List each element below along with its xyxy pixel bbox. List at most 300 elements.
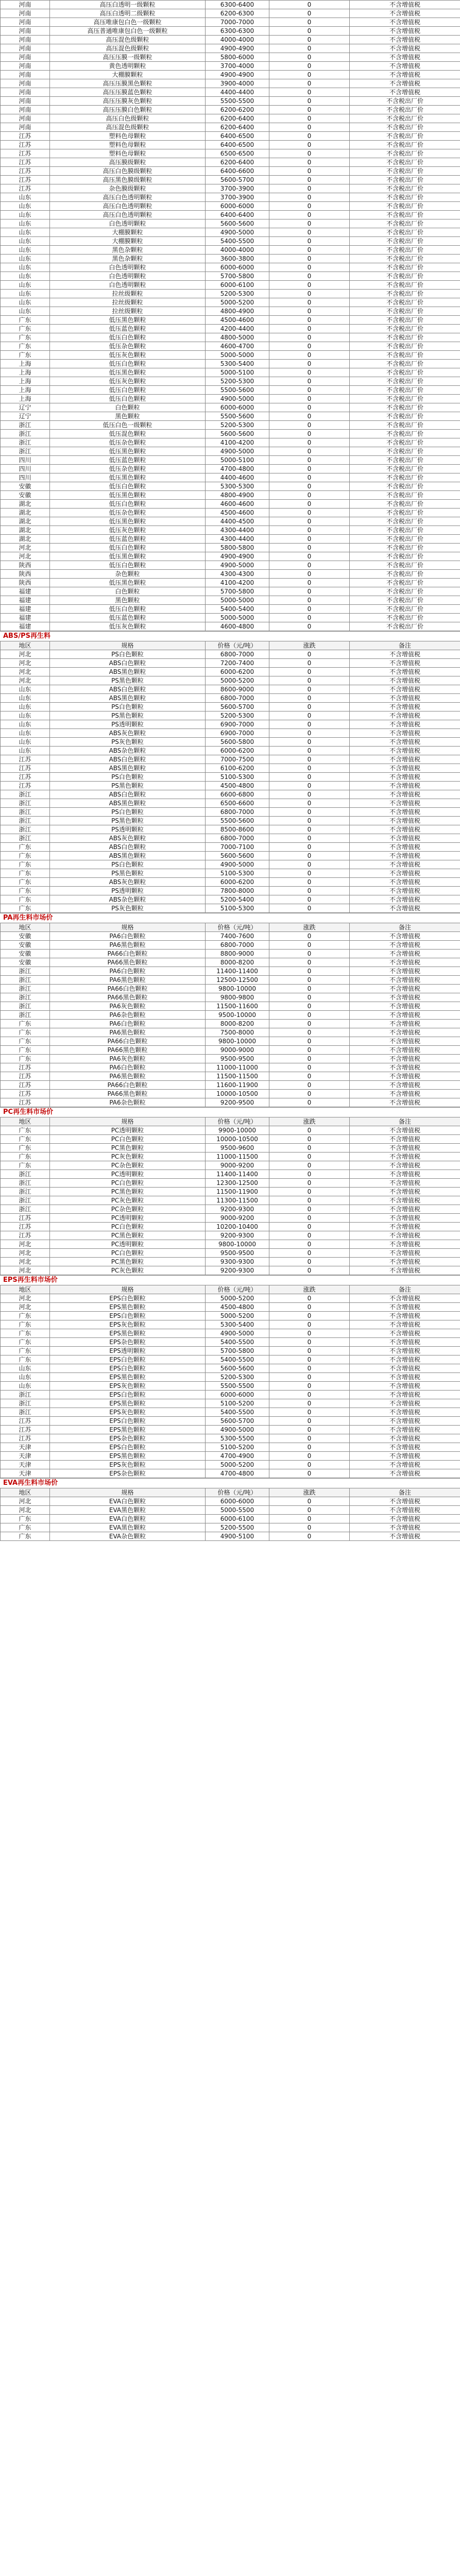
cell-price: 5600-5600 [206, 430, 269, 438]
table-row [1, 333, 460, 342]
cell-product: 黑色颗粒 [50, 412, 206, 421]
cell-change: 0 [269, 193, 350, 202]
cell-change: 0 [269, 360, 350, 368]
cell-change: 0 [269, 1011, 350, 1020]
cell-price: 5700-5800 [206, 587, 269, 596]
table-row [1, 272, 460, 281]
cell-note: 不含增值税 [350, 1258, 460, 1266]
cell-change: 0 [269, 622, 350, 631]
cell-note: 不含增值税 [350, 1443, 460, 1452]
table-row [1, 1532, 460, 1541]
cell-note: 不含税出厂价 [350, 421, 460, 430]
cell-region: 安徽 [1, 932, 50, 941]
section-title: ABS/PS再生料 [0, 631, 460, 641]
cell-region: 广东 [1, 895, 50, 904]
cell-product: EPS黑色颗粒 [50, 1399, 206, 1408]
cell-price: 5500-5500 [206, 1382, 269, 1391]
cell-change: 0 [269, 764, 350, 773]
cell-region: 广东 [1, 1355, 50, 1364]
cell-product: PC灰色颗粒 [50, 1196, 206, 1205]
cell-note: 不含增值税 [350, 1417, 460, 1426]
table-row [1, 579, 460, 587]
cell-note: 不含税出厂价 [350, 246, 460, 255]
cell-price: 9000-9000 [206, 1046, 269, 1055]
table-row [1, 1364, 460, 1373]
table-row [1, 368, 460, 377]
cell-region: 河北 [1, 668, 50, 676]
cell-note: 不含增值税 [350, 720, 460, 729]
cell-price: 9200-9500 [206, 1098, 269, 1107]
cell-change: 0 [269, 1497, 350, 1506]
cell-note: 不含税出厂价 [350, 158, 460, 167]
cell-region: 河南 [1, 18, 50, 27]
cell-product: EPS杂色颗粒 [50, 1469, 206, 1478]
cell-product: PA66白色颗粒 [50, 1037, 206, 1046]
cell-region: 江苏 [1, 1063, 50, 1072]
price-table [0, 641, 460, 913]
cell-note: 不含增值税 [350, 1046, 460, 1055]
cell-product: 拉丝级颗粒 [50, 290, 206, 298]
cell-product: 高压白色透明颗粒 [50, 202, 206, 211]
cell-change: 0 [269, 1399, 350, 1408]
cell-price: 10200-10400 [206, 1223, 269, 1231]
cell-product: PC黑色颗粒 [50, 1188, 206, 1196]
cell-change: 0 [269, 141, 350, 149]
cell-change: 0 [269, 747, 350, 755]
cell-region: 江苏 [1, 764, 50, 773]
cell-price: 6000-6000 [206, 1497, 269, 1506]
table-row [1, 843, 460, 852]
cell-note: 不含税出厂价 [350, 193, 460, 202]
cell-note: 不含税出厂价 [350, 290, 460, 298]
cell-note: 不含增值税 [350, 1312, 460, 1320]
cell-price: 4500-4600 [206, 509, 269, 517]
table-row [1, 932, 460, 941]
cell-price: 6800-7000 [206, 694, 269, 703]
cell-price: 4400-4400 [206, 88, 269, 97]
table-row [1, 141, 460, 149]
cell-region: 山东 [1, 272, 50, 281]
cell-change: 0 [269, 729, 350, 738]
cell-note: 不含税出厂价 [350, 526, 460, 535]
table-row [1, 473, 460, 482]
cell-price: 6000-6100 [206, 281, 269, 290]
cell-product: ABS白色颗粒 [50, 659, 206, 668]
cell-price: 4400-4500 [206, 517, 269, 526]
cell-product: PS黑色颗粒 [50, 782, 206, 790]
cell-note: 不含增值税 [350, 650, 460, 659]
table-row [1, 377, 460, 386]
table-row [1, 1231, 460, 1240]
cell-note: 不含增值税 [350, 1081, 460, 1090]
cell-product: PC黑色颗粒 [50, 1258, 206, 1266]
cell-price: 5100-5200 [206, 1399, 269, 1408]
cell-region: 江苏 [1, 773, 50, 782]
cell-change: 0 [269, 377, 350, 386]
table-row [1, 263, 460, 272]
cell-change: 0 [269, 456, 350, 465]
cell-region: 浙江 [1, 834, 50, 843]
cell-product: 高压白色膜级颗粒 [50, 167, 206, 176]
cell-region: 河北 [1, 552, 50, 561]
cell-region: 广东 [1, 887, 50, 895]
cell-product: 高压混色级颗粒 [50, 44, 206, 53]
cell-region: 山东 [1, 202, 50, 211]
cell-price: 5600-5600 [206, 852, 269, 860]
cell-change: 0 [269, 53, 350, 62]
cell-region: 山东 [1, 307, 50, 316]
cell-region: 河北 [1, 676, 50, 685]
cell-product: 低压白色颗粒 [50, 395, 206, 403]
price-section [0, 913, 460, 1107]
cell-change: 0 [269, 985, 350, 993]
table-row [1, 1506, 460, 1515]
cell-region: 四川 [1, 473, 50, 482]
cell-region: 安徽 [1, 958, 50, 967]
cell-change: 0 [269, 1046, 350, 1055]
cell-price: 6400-6400 [206, 211, 269, 219]
cell-change: 0 [269, 685, 350, 694]
cell-product: 大棚膜颗粒 [50, 228, 206, 237]
cell-region: 河南 [1, 114, 50, 123]
cell-price: 4900-5000 [206, 860, 269, 869]
cell-region: 陕西 [1, 579, 50, 587]
cell-price: 9200-9300 [206, 1205, 269, 1214]
cell-region: 安徽 [1, 950, 50, 958]
cell-product: 高压压膜白色颗粒 [50, 106, 206, 114]
cell-note: 不含税出厂价 [350, 438, 460, 447]
table-row [1, 27, 460, 36]
cell-note: 不含增值税 [350, 1523, 460, 1532]
cell-region: 河北 [1, 1497, 50, 1506]
cell-price: 11400-11400 [206, 1170, 269, 1179]
cell-note: 不含税出厂价 [350, 360, 460, 368]
table-row [1, 764, 460, 773]
cell-region: 四川 [1, 465, 50, 473]
cell-region: 江苏 [1, 149, 50, 158]
cell-change: 0 [269, 703, 350, 711]
cell-product: PS白色颗粒 [50, 808, 206, 817]
cell-product: 高压压膜黑色颗粒 [50, 79, 206, 88]
cell-note: 不含税出厂价 [350, 333, 460, 342]
cell-region: 广东 [1, 1320, 50, 1329]
table-row [1, 325, 460, 333]
cell-note: 不含税出厂价 [350, 141, 460, 149]
cell-product: 高压白色透明颗粒 [50, 211, 206, 219]
cell-region: 广东 [1, 904, 50, 913]
cell-region: 山东 [1, 738, 50, 747]
table-row [1, 1135, 460, 1144]
cell-region: 上海 [1, 368, 50, 377]
cell-product: 高压白色透明颗粒 [50, 193, 206, 202]
table-row [1, 887, 460, 895]
cell-region: 山东 [1, 211, 50, 219]
cell-region: 河北 [1, 544, 50, 552]
cell-price: 4900-5000 [206, 1426, 269, 1434]
cell-product: 大棚膜颗粒 [50, 71, 206, 79]
table-row [1, 1329, 460, 1338]
column-header-price: 价格（元/吨） [206, 1117, 269, 1126]
cell-product: 低压蓝色颗粒 [50, 535, 206, 544]
cell-price: 5800-6000 [206, 53, 269, 62]
cell-product: 白色颗粒 [50, 587, 206, 596]
cell-price: 6800-7000 [206, 650, 269, 659]
table-row [1, 482, 460, 491]
cell-product: 低压白色颗粒 [50, 561, 206, 570]
cell-product: 杂色颗粒 [50, 570, 206, 579]
table-row [1, 1223, 460, 1231]
cell-price: 7000-7500 [206, 755, 269, 764]
cell-note: 不含税出厂价 [350, 307, 460, 316]
cell-price: 7500-8000 [206, 1028, 269, 1037]
cell-price: 4700-4800 [206, 1469, 269, 1478]
cell-region: 湖北 [1, 517, 50, 526]
cell-price: 9800-10000 [206, 1240, 269, 1249]
cell-note: 不含增值税 [350, 1002, 460, 1011]
cell-change: 0 [269, 149, 350, 158]
cell-change: 0 [269, 1179, 350, 1188]
cell-product: 低压灰色颗粒 [50, 622, 206, 631]
cell-region: 四川 [1, 456, 50, 465]
cell-change: 0 [269, 1135, 350, 1144]
table-row [1, 904, 460, 913]
table-header-row [1, 923, 460, 932]
cell-change: 0 [269, 852, 350, 860]
cell-change: 0 [269, 1, 350, 9]
cell-change: 0 [269, 412, 350, 421]
cell-change: 0 [269, 976, 350, 985]
cell-product: 高压压膜灰色颗粒 [50, 97, 206, 106]
cell-price: 5300-5400 [206, 360, 269, 368]
cell-note: 不含税出厂价 [350, 281, 460, 290]
cell-change: 0 [269, 36, 350, 44]
cell-note: 不含增值税 [350, 1266, 460, 1275]
cell-change: 0 [269, 552, 350, 561]
cell-change: 0 [269, 887, 350, 895]
cell-region: 浙江 [1, 1196, 50, 1205]
cell-change: 0 [269, 1303, 350, 1312]
cell-region: 山东 [1, 685, 50, 694]
cell-product: PS透明颗粒 [50, 720, 206, 729]
cell-product: 低压黑色颗粒 [50, 552, 206, 561]
section-title: PA再生料市场价 [0, 913, 460, 923]
cell-note: 不含税出厂价 [350, 517, 460, 526]
cell-note: 不含增值税 [350, 1320, 460, 1329]
cell-change: 0 [269, 1523, 350, 1532]
cell-note: 不含税出厂价 [350, 97, 460, 106]
cell-note: 不含增值税 [350, 44, 460, 53]
cell-price: 5000-5100 [206, 456, 269, 465]
cell-note: 不含税出厂价 [350, 176, 460, 184]
cell-price: 5000-5000 [206, 614, 269, 622]
column-header-change: 涨跌 [269, 641, 350, 650]
cell-change: 0 [269, 1258, 350, 1266]
cell-change: 0 [269, 491, 350, 500]
cell-change: 0 [269, 438, 350, 447]
cell-price: 5200-5300 [206, 290, 269, 298]
table-row [1, 1240, 460, 1249]
cell-price: 6500-6500 [206, 149, 269, 158]
cell-region: 山东 [1, 228, 50, 237]
cell-product: PC黑色颗粒 [50, 1231, 206, 1240]
cell-change: 0 [269, 1382, 350, 1391]
table-row [1, 1469, 460, 1478]
cell-region: 湖北 [1, 509, 50, 517]
table-row [1, 659, 460, 668]
table-row [1, 622, 460, 631]
table-row [1, 878, 460, 887]
column-header-note: 备注 [350, 923, 460, 932]
cell-change: 0 [269, 465, 350, 473]
table-row [1, 552, 460, 561]
table-row [1, 500, 460, 509]
cell-region: 河南 [1, 71, 50, 79]
cell-region: 浙江 [1, 825, 50, 834]
cell-product: EPS白色颗粒 [50, 1355, 206, 1364]
cell-region: 河南 [1, 79, 50, 88]
cell-product: PC白色颗粒 [50, 1223, 206, 1231]
cell-product: 低压蓝色颗粒 [50, 614, 206, 622]
cell-note: 不含税出厂价 [350, 570, 460, 579]
cell-change: 0 [269, 1020, 350, 1028]
table-row [1, 1461, 460, 1469]
cell-region: 湖北 [1, 500, 50, 509]
cell-product: 低压黑色颗粒 [50, 316, 206, 325]
cell-product: 低压黑色颗粒 [50, 579, 206, 587]
cell-product: 塑料色母颗粒 [50, 132, 206, 141]
cell-change: 0 [269, 614, 350, 622]
cell-price: 4100-4200 [206, 579, 269, 587]
column-header-price: 价格（元/吨） [206, 1488, 269, 1497]
table-row [1, 941, 460, 950]
table-row [1, 395, 460, 403]
cell-change: 0 [269, 386, 350, 395]
cell-product: 低压白色一级颗粒 [50, 421, 206, 430]
cell-region: 天津 [1, 1452, 50, 1461]
cell-note: 不含税出厂价 [350, 237, 460, 246]
cell-change: 0 [269, 9, 350, 18]
cell-region: 河北 [1, 1303, 50, 1312]
cell-price: 6800-7000 [206, 941, 269, 950]
cell-price: 7000-7000 [206, 18, 269, 27]
cell-region: 浙江 [1, 430, 50, 438]
cell-product: PA6黑色颗粒 [50, 976, 206, 985]
cell-note: 不含增值税 [350, 941, 460, 950]
table-row [1, 773, 460, 782]
cell-price: 5200-5500 [206, 1523, 269, 1532]
cell-price: 6000-6000 [206, 263, 269, 272]
cell-product: PS白色颗粒 [50, 703, 206, 711]
column-header-price: 价格（元/吨） [206, 641, 269, 650]
cell-note: 不含增值税 [350, 1497, 460, 1506]
cell-product: 低压白色颗粒 [50, 500, 206, 509]
cell-price: 5500-5500 [206, 97, 269, 106]
cell-note: 不含增值税 [350, 18, 460, 27]
table-row [1, 782, 460, 790]
cell-product: EPS黑色颗粒 [50, 1373, 206, 1382]
column-header-region: 地区 [1, 923, 50, 932]
cell-region: 浙江 [1, 1399, 50, 1408]
cell-change: 0 [269, 395, 350, 403]
cell-change: 0 [269, 817, 350, 825]
column-header-product: 规格 [50, 1285, 206, 1294]
cell-note: 不含税出厂价 [350, 263, 460, 272]
cell-price: 9800-10000 [206, 985, 269, 993]
cell-product: EPS白色颗粒 [50, 1443, 206, 1452]
cell-product: PC白色颗粒 [50, 1179, 206, 1188]
table-row [1, 1249, 460, 1258]
cell-price: 5000-5200 [206, 1294, 269, 1303]
cell-note: 不含税出厂价 [350, 579, 460, 587]
cell-note: 不含增值税 [350, 1098, 460, 1107]
cell-note: 不含税出厂价 [350, 184, 460, 193]
cell-product: 高压压膜蓝色颗粒 [50, 88, 206, 97]
cell-change: 0 [269, 342, 350, 351]
cell-product: 低压蓝色颗粒 [50, 456, 206, 465]
cell-region: 广东 [1, 1347, 50, 1355]
table-row [1, 44, 460, 53]
cell-change: 0 [269, 176, 350, 184]
cell-product: ABS白色颗粒 [50, 790, 206, 799]
cell-note: 不含增值税 [350, 1196, 460, 1205]
cell-region: 广东 [1, 852, 50, 860]
cell-product: PA66黑色颗粒 [50, 993, 206, 1002]
cell-region: 上海 [1, 360, 50, 368]
cell-product: PS黑色颗粒 [50, 869, 206, 878]
cell-note: 不含增值税 [350, 1170, 460, 1179]
cell-change: 0 [269, 114, 350, 123]
cell-change: 0 [269, 904, 350, 913]
cell-change: 0 [269, 1153, 350, 1161]
cell-change: 0 [269, 596, 350, 605]
cell-region: 浙江 [1, 438, 50, 447]
cell-product: PA6黑色颗粒 [50, 941, 206, 950]
cell-change: 0 [269, 333, 350, 342]
table-row [1, 729, 460, 738]
cell-price: 3700-3900 [206, 184, 269, 193]
cell-price: 9800-10000 [206, 1037, 269, 1046]
cell-product: 低压白色颗粒 [50, 482, 206, 491]
cell-region: 江苏 [1, 184, 50, 193]
cell-product: 黄色透明颗粒 [50, 62, 206, 71]
cell-note: 不含增值税 [350, 694, 460, 703]
table-row [1, 1179, 460, 1188]
table-row [1, 1098, 460, 1107]
cell-change: 0 [269, 272, 350, 281]
cell-price: 6100-6200 [206, 764, 269, 773]
cell-price: 6000-6000 [206, 202, 269, 211]
table-row [1, 412, 460, 421]
cell-note: 不含增值税 [350, 1223, 460, 1231]
cell-note: 不含税出厂价 [350, 377, 460, 386]
cell-change: 0 [269, 184, 350, 193]
cell-region: 浙江 [1, 1011, 50, 1020]
cell-price: 6200-6400 [206, 123, 269, 132]
table-row [1, 1426, 460, 1434]
cell-product: PS黑色颗粒 [50, 817, 206, 825]
cell-product: 高压压膜一级颗粒 [50, 53, 206, 62]
cell-change: 0 [269, 290, 350, 298]
cell-product: EPS黑色颗粒 [50, 1329, 206, 1338]
cell-note: 不含增值税 [350, 976, 460, 985]
cell-note: 不含增值税 [350, 755, 460, 764]
cell-region: 山东 [1, 747, 50, 755]
cell-change: 0 [269, 605, 350, 614]
cell-change: 0 [269, 202, 350, 211]
table-row [1, 860, 460, 869]
cell-region: 山东 [1, 1364, 50, 1373]
cell-note: 不含增值税 [350, 1205, 460, 1214]
